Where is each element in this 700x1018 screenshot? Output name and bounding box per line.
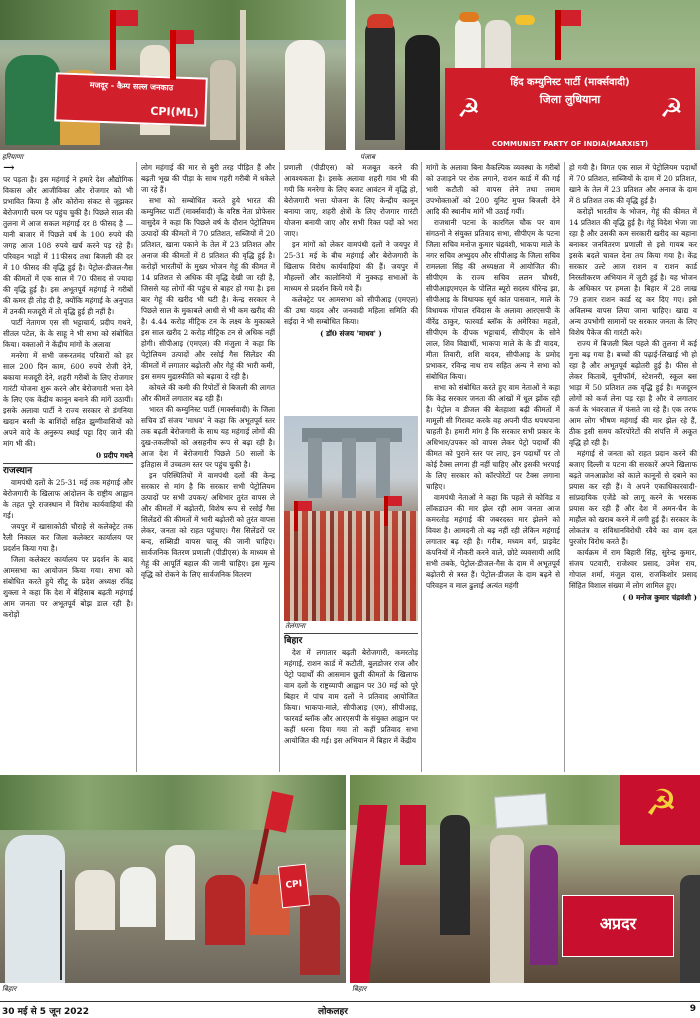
hammer-sickle-icon: ☭ xyxy=(457,94,481,124)
paragraph: प्रणाली (पीडीएस) को मजबूत करने की आवश्यकता है। इसके अलावा शहरी गांव भी की गयी कि मनरेगा के लिए बजट आवंटन में वृद्धि हो, बेरोजगारी भत्ता योजना के लिए केन्द्रीय कानून बनाया जाए, शहरी क्षेत्रों के लिए रोजगार गारंटी योजना बनायी जाए और सभी रिक्त पदों को भरा जाए। xyxy=(284,163,418,238)
bihar-left-sign xyxy=(278,864,310,909)
punjab-banner-bottom: COMMUNIST PARTY OF INDIA(MARXIST) xyxy=(491,140,649,148)
paragraph: सभा को सम्बोधित करते हुये भारत की कम्युनिस्ट पार्टी (मार्क्सवादी) के वरिष्ठ नेता प्रोफेसर वासुदेव ने कहा कि पिछले वर्ष के दौरान पेट्रोलियम उत्पादों की कीमतों में 70 प्रतिशत, सब्जियों में 20 प्रतिशत, खाना पकाने के तेल में 23 प्रतिशत और अनाज की कीमतों में 8 प्रतिशत की वृद्धि हुई है। करोड़ों भारतीयों के मुख्य भोजन गेहूं की कीमत में 14 प्रतिशत से अधिक की वृद्धि देखी जा रही है, जिससे यह लोगों की पहुंच से बाहर हो गया है। इस बार गेहूं की खरीद भी घटी है। केन्द्र सरकार ने पिछले साल के मुकाबले आधी से भी कम खरीद की है। 4.44 करोड़ मीट्रिक टन के लक्ष्य के मुकाबले इस साल खरीद 2 करोड़ मीट्रिक टन से अधिक नहीं होगी। सीपीआइ (एमएल) की मंजुला ने कहा कि पेट्रोलियम उत्पादों और रसोई गैस सिलेंडर की कीमतों में लगातार बढ़ोतरी और गेहूं की भारी कमी, इस समय मुद्रास्फीति को बढ़ावा दे रही है। xyxy=(141,196,275,381)
article-column-2 xyxy=(141,162,275,772)
haryana-banner-text: CPI(ML) xyxy=(150,104,199,120)
column-rule xyxy=(136,162,137,772)
cpi-sign-text: CPI xyxy=(285,879,303,891)
paragraph: कार्यक्रम में राम बिहारी सिंह, सुरेन्द्र कुमार, संजय पटवारी, राजेश्वर प्रसाद, उमेश राय, गोपाल शर्मा, मंजुल दास, राजकिशोर प्रसाद सिंहित विशाल संख्या में लोग शामिल हुए। xyxy=(569,548,697,590)
paragraph: हो गयी है। विगत एक साल में पेट्रोलियम पदार्थों में 70 प्रतिशत, सब्जियों के दाम में 20 प्रतिशत, खाने के तेल में 23 प्रतिशत और अनाज के दाम में 8 प्रतिशत तक की वृद्धि हुई है। xyxy=(569,163,697,205)
paragraph: देश में लगातार बढ़ती बेरोजगारी, कमरतोड़ महंगाई, राशन कार्ड में कटौती, बुलडोजर राज और पेट्रो पदार्थों की आसमान छूती कीमतों के खिलाफ वाम दलों के राष्ट्रव्यापी आह्वान पर 30 मई को पूरे बिहार में पांच वाम दलों ने प्रतिवाद आयोजित किया। भाकपा-माले, सीपीआइ (एम), सीपीआइ, फारवर्ड ब्लॉक और आरएसपी के संयुक्त आह्वान पर कहीं धरना दिया गया तो कहीं प्रतिवाद सभा आयोजित की गई। इस अभियान में बिहार में केंद्रीय xyxy=(284,648,418,745)
page-footer xyxy=(0,1001,700,1018)
paragraph: पर पड़ता है। इस महंगाई ने हमारे देश औद्योगिक विकास और आजीविका और रोजगार को भी प्रभावित किया है और कोरोना संकट से जूझकर बेरोजगारी चरम पर पहुंच चुकी है। पिछले साल की तुलना में आज सकल महंगाई दर 8 फीसद है — यानी बाजार में पिछले वर्ष के 100 रुपये की जगह आज 108 रुपये खर्च करने पड़ रहे हैं। परिवहन भाड़ों में 11फीसद तथा बिजली की दर में 10 फीसद की वृद्धि हुई है। पेट्रोल-डीजल-गैस की कीमतों में एक साल में 70 फीसद से ज्यादा की वृद्धि हुई है। इस अभूतपूर्व महंगाई ने गरीबों की कमर ही तोड़ दी है, क्योंकि महंगाई के अनुपात में उनकी मजदूरी में तो वृद्धि हुई ही नहीं है। xyxy=(3,175,133,316)
punjab-banner-line2: जिला लुधियाना xyxy=(539,93,601,106)
paragraph: कोयले की कमी की रिपोर्टों से बिजली की लागत और कीमतें लगातार बढ़ रही हैं। xyxy=(141,383,275,403)
photo-punjab-rally xyxy=(355,0,700,150)
paragraph: इन मांगों को लेकर वामपंथी दलों ने जयपुर में 25-31 मई के बीच महंगाई और बेरोजगारी के खिलाफ विरोध कार्यवाहियां की हैं। जयपुर में मौहल्लों और कालोनियों में नुक्कड़ सभाओं के माध्यम से प्रदर्शन किये गये हैं। xyxy=(284,240,418,293)
photo-haryana-rally xyxy=(0,0,346,150)
caption-bihar-2: बिहार xyxy=(352,985,367,993)
footer-page-number: 9 xyxy=(689,1004,696,1014)
article-column-1 xyxy=(3,162,133,772)
paragraph: इन परिस्थितियों में वामपंथी दलों की केन्द्र सरकार से मांग है कि सरकार सभी पेट्रोलियम उत्पादों पर सभी उपकर/ अधिभार तुरंत वापस ले और कीमतों में बढ़ोतरी, विशेष रूप से रसोई गैस सिलेंडरों की कीमतों में भारी बढ़ोतरी को तुरंत वापस लेकर, जनता को राहत पहुंचाए। गैस सिलेंडरों पर बन्द, सब्सिडी वापस चालू की जानी चाहिए। सार्वजनिक वितरण प्रणाली (पीडीएस) के माध्यम से गेहूं की आपूर्ति बहाल की जानी चाहिए। इस मूल्य वृद्धि को रोकने के लिए सार्वजनिक वितरण xyxy=(141,471,275,579)
photo-telangana-rally xyxy=(284,416,418,621)
bihar-right-banner-text: अप्रदर xyxy=(599,914,637,933)
footer-date: 30 मई से 5 जून 2022 xyxy=(2,1007,90,1017)
column-rule xyxy=(564,162,565,772)
haryana-banner xyxy=(54,72,208,126)
paragraph: मनरेगा में सभी जरूरतमंद परिवारों को हर साल 200 दिन काम, 600 रुपये रोजी देने, बकाया मजदूरी देने, शहरी गरीबों के लिए रोजगार गारंटी योजना शुरू करने और बेरोजगारी भत्ता देने के लिए एक केंद्रीय कानून बनाने की मांगें उठायीं। इसके अलावा पार्टी ने राज्य सरकार से डंगनिया खदान बस्ती के बाशिंदों सहित झुग्गीवासियों को अपने वादे के अनुरूप स्थाई पट्टा दिए जाने की मांग भी की। xyxy=(3,351,133,448)
paragraph: जयपुर में खासाकोठी चौराहे से कलेक्ट्रेट तक रैली निकाल कर जिला कलेक्टर कार्यालय पर प्रदर्शन किया गया है। xyxy=(3,522,133,553)
footer-paper-name: लोकलहर xyxy=(318,1007,348,1017)
hammer-sickle-icon: ☭ xyxy=(659,94,683,124)
caption-telangana: तेलंगाना xyxy=(285,622,306,630)
paragraph: मांगों के अलावा बिना वैकल्पिक व्यवस्था के गरीबों को उजाड़ने पर रोक लगाने, राशन कार्ड में की गई भारी कटौती को वापस लेने तथा तमाम उपभोक्ताओं को 200 यूनिट मुफ्त बिजली देने आदि की स्थानीय मांगें भी उठाई गयीं। xyxy=(426,163,560,216)
article-column-4 xyxy=(426,162,560,772)
column-rule xyxy=(279,162,280,772)
haryana-banner-top: मजदूर - कैम्प सल्ल जनकाउ xyxy=(89,80,174,93)
caption-bihar-1: बिहार xyxy=(2,985,17,993)
hammer-sickle-icon: ☭ xyxy=(645,783,678,824)
punjab-banner xyxy=(445,68,695,150)
paragraph: पार्टी नेतागण एस सी भट्टाचार्य, प्रदीप गथने, सीतल पटेल, के के साहू ने भी सभा को संबोधित किया। वक्ताओं ने केंद्रीय मांगों के अलावा xyxy=(3,318,133,349)
bihar-right-banner xyxy=(562,895,674,957)
photo-bihar-meeting xyxy=(0,775,346,983)
paragraph: कलेक्ट्रेट पर आमसभा को सीपीआइ (एमएल) की उषा यादव और जनवादी महिला समिति की सईदा ने भी सम्बोधित किया। xyxy=(284,295,418,326)
paragraph: राजधानी पटना के कारगिल चौक पर वाम संगठनों ने संयुक्त प्रतिवाद सभा, सीपीएम के पटना जिला सचिव मनोज कुमार चंद्रवंशी, भाकपा माले के नगर सचिव अभ्युदय और सीपीआइ के जिला सचिव रामलला सिंह की अध्यक्षता में आयोजित की। सीपीएम के राज्य सचिव ललन चौधरी, सीपीआइएमएल के पोलित ब्यूरो सदस्य धीरेन्द्र झा, सीपीआइ के विधायक सूर्य कांत पासवान, माले के विधायक गोपाल रविदास के अलावा आरएसपी के वीरेंद्र ठाकुर, फारवर्ड ब्लॉक के अमेरिका महतो, सीपीएम के दीपक भट्टाचार्य, सीपीएम के सोने लाल, शिव विद्यार्थी, भाकपा माले के के डी यादव, मीता तिवारी, शशि यादव, सीपीआइ के प्रमोद प्रभाकर, रविन्द्र नाथ राय सहित अन्य ने सभा को संबोधित किया। xyxy=(426,218,560,381)
paragraph: महंगाई से जनता को राहत प्रदान करने की बजाए दिल्ली व पटना की सरकारें अपने खिलाफ बढ़ते जनआक्रोश को काले कानूनों से दबाने का प्रयास कर रही हैं। वे अपने एकाधिकारवादी-सांप्रदायिक एजेंडे को लागू करने के भरसक प्रयास कर रही हैं और देश में अमन-चैन के माहौल को खराब करने में लगी हुई हैं। सरकार के लोकतंत्र व संविधानविरोधी रवैये का वाम दल पुरजोर विरोध करते हैं। xyxy=(569,449,697,546)
paragraph: वामपंथी नेताओं ने कहा कि पहले से कोविड व लॉकडाउन की मार झेल रही आम जनता आज कमरतोड़ महंगाई की जबरदस्त मार झेलने को विवश है। आमदनी तो बढ़ नहीं रही लेकिन महंगाई लगातार बढ़ रही है। गरीब, मध्यम वर्ग, प्राइवेट कंपनियों में नौकरी करने वाले, छोटे व्यवसायी आदि सभी तबके, पेट्रोल-डीजल-गैस के दाम में अभूतपूर्व बढ़ोतरी से त्रस्त हैं। पेट्रोल-डीजल के दाम बढ़ने से परिवहन व माल ढुलाई अत्यंत महंगी xyxy=(426,493,560,590)
paragraph: राज्य में बिजली बिल पहले की तुलना में कई गुना बढ़ गया है। बच्चों की पढ़ाई-लिखाई भी हो रहा है और अभूतपूर्व बढ़ोतरी हुई है। फीस से लेकर किताबें, यूनीफॉर्म, स्टेशनरी, स्कूल बस भाड़ा में 50 प्रतिशत तक वृद्धि हुई है। मजदूरन लोगों को कर्ज लेना पड़ रहा है और वे लगातार कर्ज के भंवरजाल में फंसते जा रहे हैं। एक तरफ आम लोग भीषण महंगाई की मार झेल रहे हैं, ठीक इसी समय कॉरपोरेटों की संपत्ति में अकूत वृद्धि हो रही है। xyxy=(569,339,697,447)
byline: ( डॉ0 संजय 'माधव' ) xyxy=(320,329,382,338)
article-column-5 xyxy=(569,162,697,772)
article-column-3-bottom xyxy=(284,631,418,773)
caption-punjab: पंजाब xyxy=(360,153,375,161)
caption-haryana: हरियाणा xyxy=(2,153,24,161)
photo-bihar-protest xyxy=(350,775,700,983)
section-heading-bihar: बिहार xyxy=(284,633,418,647)
paragraph: लोग महंगाई की मार से बुरी तरह पीड़ित हैं और बढ़ती भूख की पीड़ा के साथ गहरी गरीबी में धकेले जा रहे हैं। xyxy=(141,163,275,194)
byline: ( 0 मनोज कुमार चंद्रवंशी ) xyxy=(622,593,697,602)
continue-arrow-icon: → xyxy=(3,162,15,176)
paragraph: वामपंथी दलों के 25-31 मई तक महंगाई और बेरोजगारी के खिलाफ आंदोलन के राष्ट्रीय आह्वान के तहत पूरे राजस्थान में विरोध कार्यवाहियां की गई। xyxy=(3,478,133,520)
byline: 0 प्रदीप गथने xyxy=(95,451,133,460)
paragraph: जिला कलेक्टर कार्यालय पर प्रदर्शन के बाद आमसभा का आयोजन किया गया। सभा को संबोधित करते हुये सीटू के प्रदेश अध्यक्ष रविंद्र शुक्ला ने कहा कि देश में बेहिसाब बढ़ती महंगाई आम जनता पर अभूतपूर्व बोझ डाल रही है। करोड़ों xyxy=(3,555,133,619)
paragraph: करोड़ों भारतीय के भोजन, गेहूं की कीमत में 14 प्रतिशत की वृद्धि हुई है। गेहूं विदेश भेजा जा रहा है और उसकी कम सरकारी खरीद का बहाना बनाकर जनवितरण प्रणाली से इसे गायब कर इसके बदले चावल देना तय किया गया है। केंद्र सरकार उल्टे आज राशन व राशन कार्ड निरस्तीकरण अभियान में जुटी हुई है। यह भोजन के अधिकार पर हमला है। बिहार में 28 लाख 79 हजार राशन कार्ड रद्द कर दिए गए। इसे अविलम्ब वापस लिया जाना चाहिए। खाद्य व अन्य उपभोगी सामानों पर सरकार जनता के लिए विशेष पैकेज की गारंटी करे। xyxy=(569,207,697,337)
paragraph: भारत की कम्युनिस्ट पार्टी (मार्क्सवादी) के जिला सचिव डॉ संजय 'माधव' ने कहा कि अभूतपूर्व स्तर तक बढ़ती बेरोजगारी के साथ यह महंगाई लोगों की दुख-तकलीफों को असहनीय रूप से बढ़ा रही है। आज देश में बेरोजगारी पिछले 50 सालों के इतिहास में उच्चतम स्तर पर पहुंच चुकी है। xyxy=(141,405,275,469)
section-heading-rajasthan: राजस्थान xyxy=(3,463,133,477)
article-column-3-top xyxy=(284,162,418,414)
column-rule xyxy=(421,162,422,772)
punjab-banner-line1: हिंद कम्युनिस्ट पार्टी (मार्क्सवादी) xyxy=(510,77,630,88)
paragraph: सभा को संबोधित करते हुए वाम नेताओं ने कहा कि केंद्र सरकार जनता की आंखों में धूल झोंक रही है। पेट्रोल व डीजल की बेतहाशा बढ़ी कीमतों में मामूली सी गिरावट करके वह अपनी पीठ थपथपाना चाहती है। हमारी मांग है कि सरकार सभी प्रकार के अधिभार/उपकर को वापस लेकर पेट्रो पदार्थों की कीमत को पुराने स्तर पर लाए, इन पदार्थों पर तो कोई टैक्स लगना ही नहीं चाहिए और इसकी भरपाई के लिए सरकार को कॉरपोरेटों पर टैक्स लगाना चाहिए। xyxy=(426,383,560,491)
